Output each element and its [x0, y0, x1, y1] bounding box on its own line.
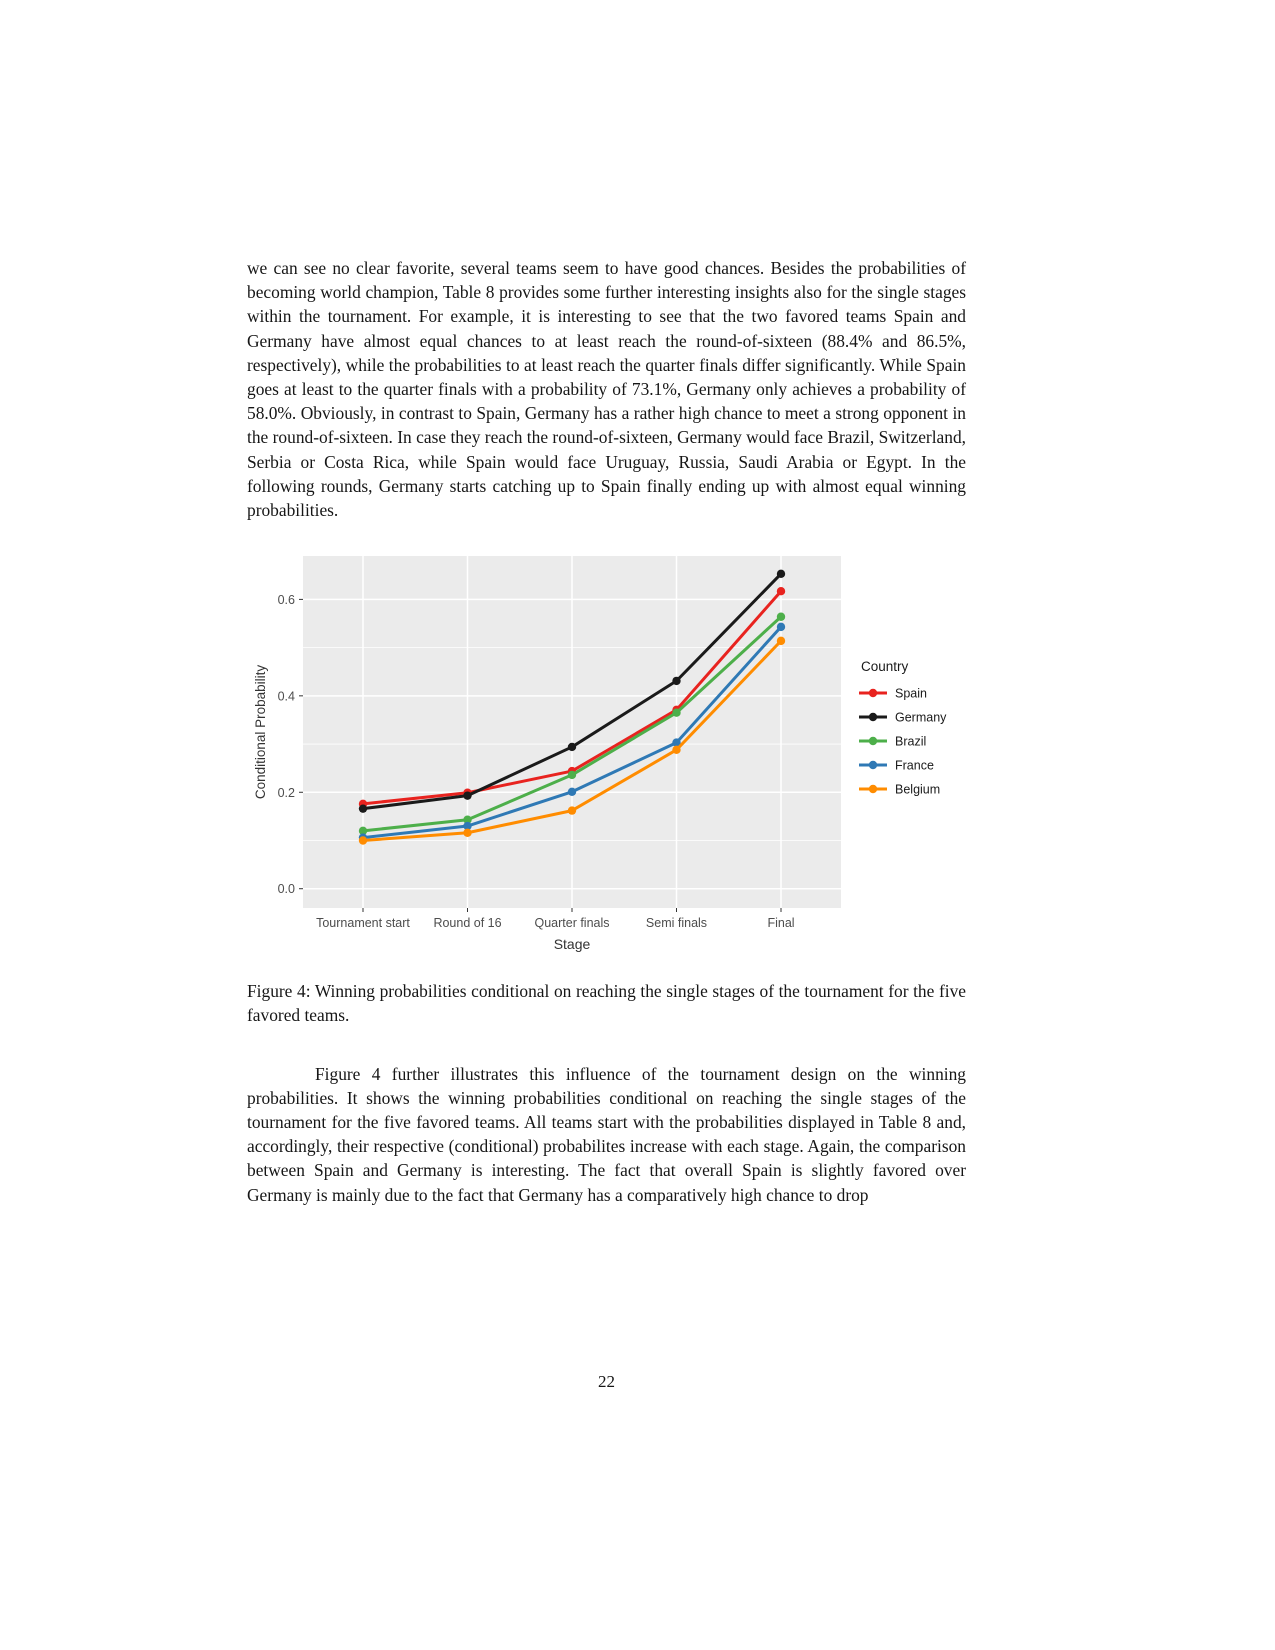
legend-label-france: France	[895, 758, 934, 773]
data-point-belgium	[359, 837, 367, 845]
x-tick-label: Final	[767, 916, 795, 931]
legend-label-brazil: Brazil	[895, 734, 927, 749]
data-point-france	[568, 788, 576, 796]
paragraph-2: Figure 4 further illustrates this influence of the tournament design on the winning probabilities. It shows the winning probabilities conditional on reaching the single stages of the tournament for the five favored teams. All teams start with the probabilities displayed in Table 8 and, accordingly, their respective (conditional) probabilites increase with each stage. Again, the comparison between Spain and Germany is interesting. The fact that overall Spain is slightly favored over Germany is mainly due to the fact that Germany has a comparatively high chance to drop	[247, 1063, 966, 1205]
data-point-brazil	[672, 709, 680, 717]
page-content	[247, 256, 966, 1207]
data-point-brazil	[568, 771, 576, 779]
figure-caption: Figure 4: Winning probabilities conditional on reaching the single stages of the tournament for the five favored teams.	[247, 981, 966, 1026]
data-point-belgium	[777, 637, 785, 645]
page-number: 22	[598, 1372, 615, 1391]
data-point-germany	[359, 805, 367, 813]
legend-label-belgium: Belgium	[895, 782, 941, 797]
y-tick-label: 0.0	[277, 882, 295, 897]
y-tick-label: 0.6	[277, 593, 295, 608]
data-point-germany	[463, 792, 471, 800]
x-tick-label: Tournament start	[316, 916, 410, 931]
data-point-germany	[672, 677, 680, 685]
legend-title: Country	[861, 659, 909, 675]
legend-key-point-brazil	[869, 737, 877, 745]
x-tick-label: Semi finals	[645, 916, 708, 931]
legend-key-point-france	[869, 761, 877, 769]
x-axis-title: Stage	[553, 936, 591, 953]
legend-key-point-spain	[869, 689, 877, 697]
y-tick-label: 0.2	[277, 786, 295, 801]
paragraph-1: we can see no clear favorite, several teams seem to have good chances. Besides the probabilities of becoming world champion, Table 8 provides some further interesting insights also for the single stages within the tournament. For example, it is interesting to see that the two favored teams Spain and Germany have almost equal chances to at least reach the round-of-sixteen (88.4% and 86.5%, respectively), while the probabilities to at least reach the quarter finals differ significantly. While Spain goes at least to the quarter finals with a probability of 73.1%, Germany only achieves a probability of 58.0%. Obviously, in contrast to Spain, Germany has a rather high chance to meet a strong opponent in the round-of-sixteen. In case they reach the round-of-sixteen, Germany would face Brazil, Switzerland, Serbia or Costa Rica, while Spain would face Uruguay, Russia, Saudi Arabia or Egypt. In the following rounds, Germany starts catching up to Spain finally ending up with almost equal winning probabilities.	[247, 258, 966, 521]
x-tick-label: Quarter finals	[534, 916, 610, 931]
data-point-germany	[568, 743, 576, 751]
y-axis-title: Conditional Probability	[253, 665, 268, 800]
data-point-belgium	[568, 807, 576, 815]
legend-key-point-germany	[869, 713, 877, 721]
data-point-brazil	[777, 613, 785, 621]
data-point-germany	[777, 570, 785, 578]
figure4-chart	[251, 552, 951, 954]
legend-label-germany: Germany	[895, 710, 947, 725]
data-point-spain	[777, 587, 785, 595]
legend-label-spain: Spain	[895, 686, 927, 701]
data-point-belgium	[672, 746, 680, 754]
data-point-france	[777, 623, 785, 631]
y-tick-label: 0.4	[277, 689, 295, 704]
x-tick-label: Round of 16	[433, 916, 502, 931]
data-point-belgium	[463, 829, 471, 837]
figure-4	[251, 552, 966, 959]
legend-key-point-belgium	[869, 785, 877, 793]
